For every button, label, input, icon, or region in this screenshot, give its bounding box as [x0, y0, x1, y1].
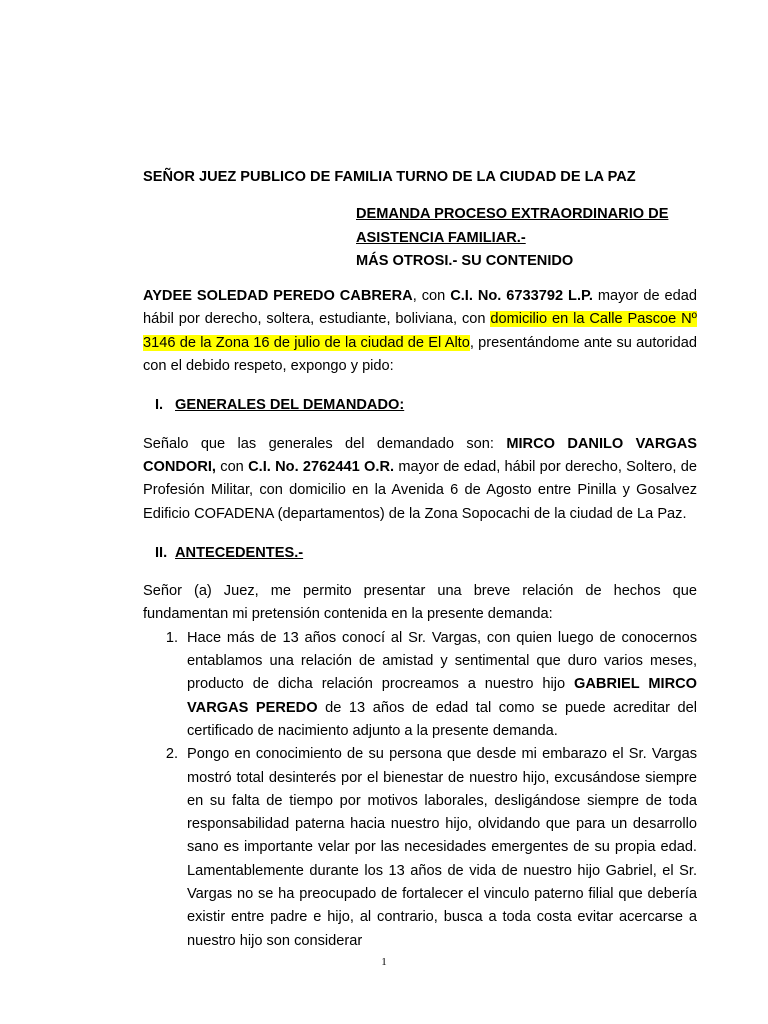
facts-list — [143, 627, 697, 953]
section-number: II. — [155, 544, 168, 561]
plaintiff-ci: C.I. No. 6733792 L.P. — [450, 288, 593, 305]
section-heading-generales — [143, 394, 697, 417]
section-number: I. — [155, 397, 164, 414]
page-number: 1 — [381, 956, 387, 968]
document-body — [143, 166, 697, 953]
intro-text-2: mayor de edad hábil por derecho, soltera, estudiante, boliviana, con — [143, 288, 697, 328]
item1-text-1: Hace más de 13 años conocí al Sr. Vargas, con quien luego de conocernos entablamos una relación de amistad y sentimental que duro varios meses, producto de dicha relación procreamos a nuestro hijo — [187, 629, 697, 693]
intro-text-1: , con — [412, 288, 451, 305]
case-title-line-2: ASISTENCIA FAMILIAR.- — [356, 229, 526, 246]
section-title: ANTECEDENTES.- — [175, 544, 304, 561]
plaintiff-address-highlight: domicilio en la Calle Pascoe Nº 3146 de la Zona 16 de julio de la ciudad de El Alto — [143, 311, 697, 351]
list-item — [143, 743, 697, 953]
item1-text-2: de 13 años de edad tal como se puede acreditar del certificado de nacimiento adjunto a la presente demanda. — [187, 699, 697, 739]
list-item-number: 2. — [165, 746, 178, 763]
defendant-paragraph — [143, 433, 697, 526]
addressee-line: SEÑOR JUEZ PUBLICO DE FAMILIA TURNO DE LA CIUDAD DE LA PAZ — [143, 169, 636, 185]
child-name: GABRIEL MIRCO VARGAS PEREDO — [187, 676, 697, 716]
defendant-text-2: con — [215, 458, 249, 475]
defendant-text-1: Señalo que las generales del demandado son: — [143, 435, 507, 452]
intro-text-3: , presentándome ante su autoridad con el debido respeto, expongo y pido: — [143, 334, 697, 375]
intro-paragraph — [143, 285, 697, 378]
defendant-text-3: mayor de edad, hábil por derecho, Soltero, de Profesión Militar, con domicilio en la Avenida 6 de Agosto entre Pinilla y Gosalvez Edificio COFADENA (departamentos) de la Zona Sopocachi de la ciudad de La Paz. — [143, 458, 697, 522]
list-item-text: Pongo en conocimiento de su persona que desde mi embarazo el Sr. Vargas mostró total desinterés por el bienestar de nuestro hijo, excusándose siempre en su falta de tiempo por motivos laborales, desligándose siempre de toda responsabilidad paterna hacia nuestro hijo, olvidando que para un desarrollo sano es importante velar por las necesidades emergentes de su propia edad. Lamentablemente durante los 13 años de vida de nuestro hijo Gabriel, el Sr. Vargas no se ha preocupado de fortalecer el vinculo paterno filial que debería existir entre padre e hijo, al contrario, busca a toda costa evitar acercarse a nuestro hijo son considerar — [187, 746, 697, 949]
list-item-number: 1. — [165, 629, 178, 646]
section-heading-antecedentes — [143, 542, 697, 565]
case-title-line-1: DEMANDA PROCESO EXTRAORDINARIO DE — [356, 206, 669, 223]
case-title-block — [356, 203, 697, 273]
defendant-name: MIRCO DANILO VARGAS CONDORI, — [143, 435, 697, 475]
plaintiff-name: AYDEE SOLEDAD PEREDO CABRERA — [143, 288, 413, 305]
section-title: GENERALES DEL DEMANDADO: — [175, 397, 405, 414]
antecedentes-intro: Señor (a) Juez, me permito presentar una breve relación de hechos que fundamentan mi pretensión contenida en la presente demanda: — [143, 583, 697, 623]
list-item — [143, 627, 697, 743]
case-title-line-3: MÁS OTROSI.- SU CONTENIDO — [356, 252, 574, 269]
defendant-ci: C.I. No. 2762441 O.R. — [248, 458, 395, 475]
list-item-text — [187, 627, 697, 743]
